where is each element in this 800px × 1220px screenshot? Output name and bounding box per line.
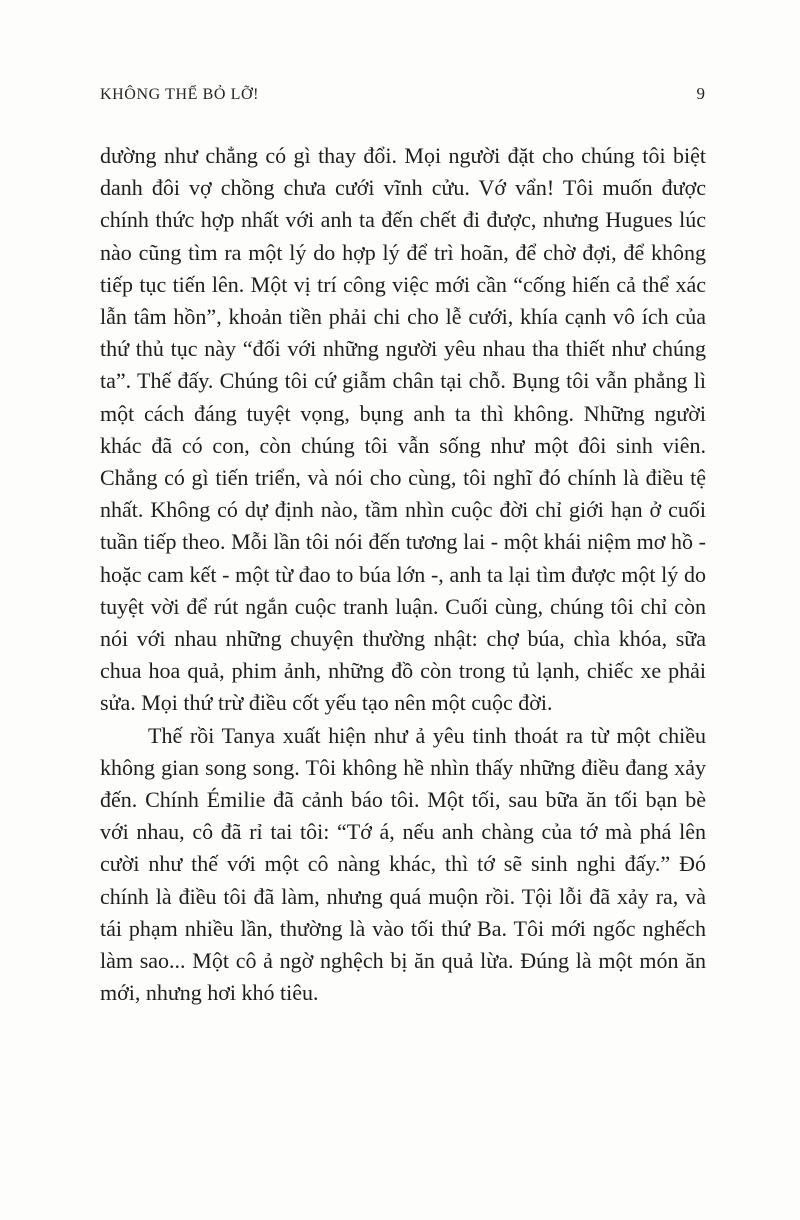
paragraph-new: Thế rồi Tanya xuất hiện như ả yêu tinh thoát ra từ một chiều không gian song song. Tôi không hề nhìn thấy những điều đang xảy đến. Chính Émilie đã cảnh báo tôi. Một tối, sau bữa ăn tối bạn bè với nhau, cô đã rỉ tai tôi: “Tớ á, nếu anh chàng của tớ mà phá lên cười như thế với một cô nàng khác, thì tớ sẽ sinh nghi đấy.” Đó chính là điều tôi đã làm, nhưng quá muộn rồi. Tội lỗi đã xảy ra, và tái phạm nhiều lần, thường là vào tối thứ Ba. Tôi mới ngốc nghếch làm sao... Một cô ả ngờ nghệch bị ăn quả lừa. Đúng là một món ăn mới, nhưng hơi khó tiêu. (100, 722, 706, 1006)
running-title: KHÔNG THỂ BỎ LỠ! (100, 86, 260, 103)
running-header (100, 84, 705, 104)
paragraph-continuation: dường như chẳng có gì thay đổi. Mọi người đặt cho chúng tôi biệt danh đôi vợ chồng chưa cưới vĩnh cửu. Vớ vẩn! Tôi muốn được chính thức hợp nhất với anh ta đến chết đi được, nhưng Hugues lúc nào cũng tìm ra một lý do hợp lý để trì hoãn, để chờ đợi, để không tiếp tục tiến lên. Một vị trí công việc mới cần “cống hiến cả thể xác lẫn tâm hồn”, khoản tiền phải chi cho lễ cưới, khía cạnh vô ích của thứ thủ tục này “đối với những người yêu nhau tha thiết như chúng ta”. Thế đấy. Chúng tôi cứ giẫm chân tại chỗ. Bụng tôi vẫn phẳng lì một cách đáng tuyệt vọng, bụng anh ta thì không. Những người khác đã có con, còn chúng tôi vẫn sống như một đôi sinh viên. Chẳng có gì tiến triển, và nói cho cùng, tôi nghĩ đó chính là điều tệ nhất. Không có dự định nào, tầm nhìn cuộc đời chỉ giới hạn ở cuối tuần tiếp theo. Mỗi lần tôi nói đến tương lai - một khái niệm mơ hồ - hoặc cam kết - một từ đao to búa lớn -, anh ta lại tìm được một lý do tuyệt vời để rút ngắn cuộc tranh luận. Cuối cùng, chúng tôi chỉ còn nói với nhau những chuyện thường nhật: chợ búa, chìa khóa, sữa chua hoa quả, phim ảnh, những đồ còn trong tủ lạnh, chiếc xe phải sửa. Mọi thứ trừ điều cốt yếu tạo nên một cuộc đời. (100, 143, 706, 716)
body-text (100, 140, 706, 1009)
page-number: 9 (696, 84, 705, 103)
